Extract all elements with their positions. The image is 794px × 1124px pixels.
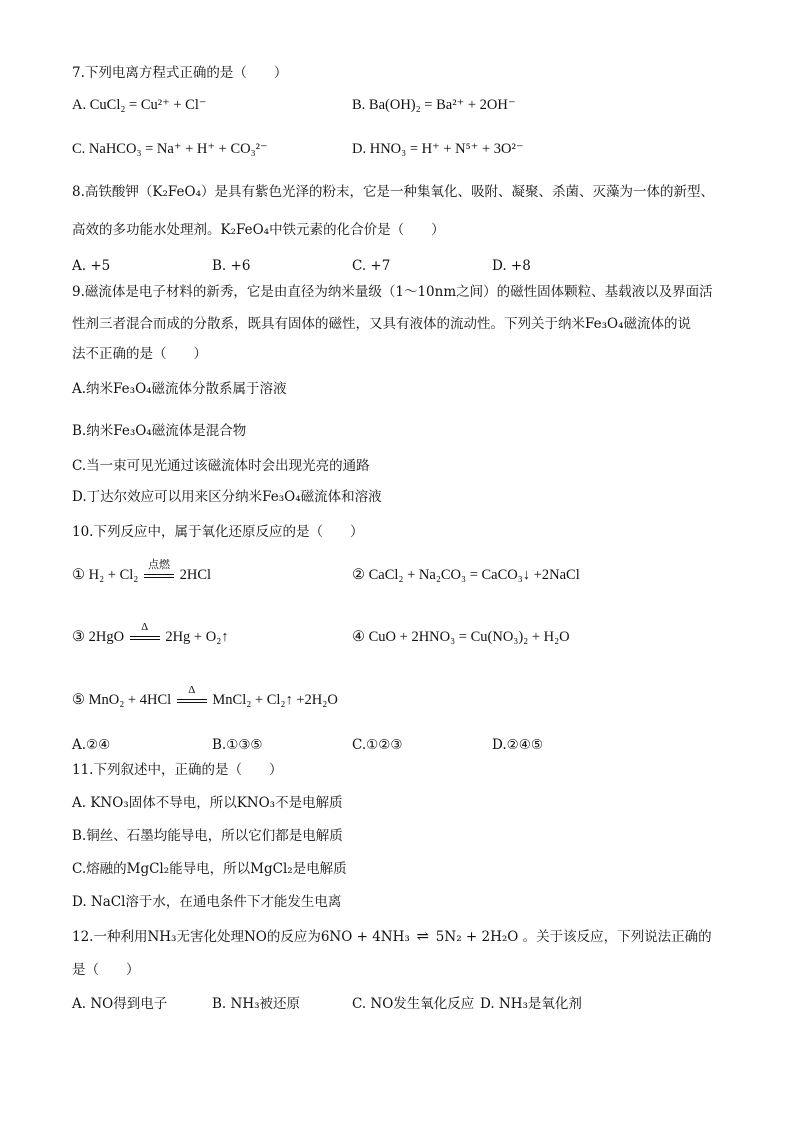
q12-stem-line1 xyxy=(72,926,712,947)
q11-option-b[interactable]: B.铜丝、石墨均能导电，所以它们都是电解质 xyxy=(72,828,343,844)
q10-option-c[interactable]: C.①②③ xyxy=(352,737,403,753)
q12-option-a[interactable]: A. NO得到电子 xyxy=(72,996,168,1012)
reaction-3-condition: Δ xyxy=(141,620,149,633)
reaction-5-condition-arrow xyxy=(177,683,207,707)
q9-stem-line3: 法不正确的是（ ） xyxy=(72,346,207,362)
q8-option-c[interactable]: C. +7 xyxy=(352,258,391,274)
q8-option-a[interactable]: A. +5 xyxy=(72,258,111,274)
q12-option-d[interactable]: D. NH₃是氧化剂 xyxy=(480,996,582,1012)
q8-option-b[interactable]: B. +6 xyxy=(212,258,251,274)
q12-option-b[interactable]: B. NH₃被还原 xyxy=(212,996,301,1012)
q12-stem-part2: 5N₂ + 2H₂O 。关于该反应，下列说法正确的 xyxy=(435,929,712,945)
reaction-1-products: 2HCl xyxy=(179,567,212,583)
q8-option-d[interactable]: D. +8 xyxy=(492,258,531,274)
q7-stem: 7.下列电离方程式正确的是（ ） xyxy=(72,65,288,81)
q7-option-d[interactable]: D. HNO₃ = H⁺ + N⁵⁺ + 3O²⁻ xyxy=(352,141,524,157)
q10-option-b[interactable]: B.①③⑤ xyxy=(212,737,263,753)
q8-stem-line2: 高效的多功能水处理剂。K₂FeO₄中铁元素的化合价是（ ） xyxy=(72,222,445,238)
q11-option-d[interactable]: D. NaCl溶于水，在通电条件下才能发生电离 xyxy=(72,894,342,910)
reaction-1-reactants: ① H₂ + Cl₂ xyxy=(72,567,139,583)
q12-stem-line2: 是（ ） xyxy=(72,962,140,978)
q9-stem-line2: 性剂三者混合而成的分散系，既具有固体的磁性，又具有液体的流动性。下列关于纳米Fe₃O₄磁流体的说 xyxy=(72,316,692,332)
q9-option-d[interactable]: D.丁达尔效应可以用来区分纳米Fe₃O₄磁流体和溶液 xyxy=(72,489,382,505)
q9-option-c[interactable]: C.当一束可见光通过该磁流体时会出现光亮的通路 xyxy=(72,458,370,474)
q10-option-d[interactable]: D.②④⑤ xyxy=(492,737,543,753)
reaction-1-condition-arrow xyxy=(144,558,174,582)
q10-option-a[interactable]: A.②④ xyxy=(72,737,111,753)
reaction-5-products: MnCl₂ + Cl₂↑ +2H₂O xyxy=(212,692,338,708)
q10-reaction-1 xyxy=(72,558,212,585)
reversible-arrow-icon: ⇌ xyxy=(416,927,430,945)
q11-option-c[interactable]: C.熔融的MgCl₂能导电，所以MgCl₂是电解质 xyxy=(72,861,347,877)
q7-option-a[interactable]: A. CuCl₂ = Cu²⁺ + Cl⁻ xyxy=(72,97,207,113)
q10-reaction-2: ② CaCl₂ + Na₂CO₃ = CaCO₃↓ +2NaCl xyxy=(352,567,580,583)
reaction-3-products: 2Hg + O₂↑ xyxy=(165,629,229,645)
q11-stem: 11.下列叙述中，正确的是（ ） xyxy=(72,762,283,778)
reaction-3-reactants: ③ 2HgO xyxy=(72,629,125,645)
reaction-3-condition-arrow xyxy=(130,620,160,644)
q9-option-a[interactable]: A.纳米Fe₃O₄磁流体分散系属于溶液 xyxy=(72,381,287,397)
reaction-5-reactants: ⑤ MnO₂ + 4HCl xyxy=(72,692,172,708)
q10-reaction-4: ④ CuO + 2HNO₃ = Cu(NO₃)₂ + H₂O xyxy=(352,629,570,645)
q10-reaction-5 xyxy=(72,683,338,710)
q11-option-a[interactable]: A. KNO₃固体不导电，所以KNO₃不是电解质 xyxy=(72,795,343,811)
reaction-1-condition: 点燃 xyxy=(147,558,170,571)
q10-stem: 10.下列反应中，属于氧化还原反应的是（ ） xyxy=(72,524,364,540)
q9-option-b[interactable]: B.纳米Fe₃O₄磁流体是混合物 xyxy=(72,423,247,439)
q7-option-b[interactable]: B. Ba(OH)₂ = Ba²⁺ + 2OH⁻ xyxy=(352,97,516,113)
q7-option-c[interactable]: C. NaHCO₃ = Na⁺ + H⁺ + CO₃²⁻ xyxy=(72,141,268,157)
reaction-5-condition: Δ xyxy=(188,683,196,696)
q8-stem-line1: 8.高铁酸钾（K₂FeO₄）是具有紫色光泽的粉末，它是一种集氧化、吸附、凝聚、杀菌、灭藻为一体的新型、 xyxy=(72,184,714,200)
q10-reaction-3 xyxy=(72,620,229,647)
q9-stem-line1: 9.磁流体是电子材料的新秀，它是由直径为纳米量级（1～10nm之间）的磁性固体颗粒、基载液以及界面活 xyxy=(72,284,713,300)
q12-option-c[interactable]: C. NO发生氧化反应 xyxy=(352,996,475,1012)
q12-stem-part1: 12.一种利用NH₃无害化处理NO的反应为6NO + 4NH₃ xyxy=(72,929,410,945)
